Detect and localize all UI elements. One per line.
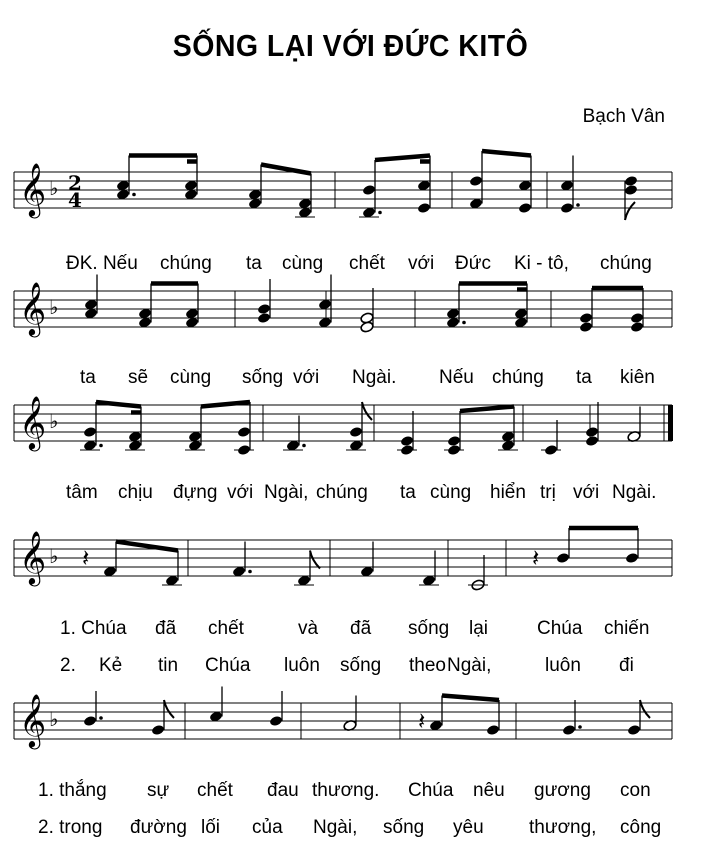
- note-head: [257, 312, 271, 324]
- note-head: [624, 175, 638, 187]
- lyric-syllable: Ngài.: [612, 482, 657, 503]
- lyric-syllable: chết: [208, 618, 244, 639]
- beam: [482, 151, 531, 156]
- lyric-syllable: với: [293, 367, 320, 388]
- lyric-syllable: chúng: [316, 482, 368, 503]
- lyric-syllable: đi: [619, 655, 634, 676]
- note-head: [469, 175, 483, 187]
- lyric-syllable: Ki - tô,: [514, 253, 569, 274]
- dot: [132, 193, 136, 197]
- lyric-syllable: ta: [400, 482, 416, 503]
- time-signature-bottom: 4: [68, 188, 82, 212]
- lyric-syllable: Chúa: [408, 780, 454, 801]
- lyric-syllable: Kẻ: [99, 655, 123, 676]
- flat-icon: ♭: [49, 409, 59, 433]
- treble-clef-icon: 𝄞: [19, 530, 47, 584]
- lyric-syllable: thương,: [529, 817, 597, 838]
- lyric-syllable: sự: [147, 780, 170, 801]
- beam: [442, 696, 499, 701]
- note-head: [447, 435, 461, 447]
- lyric-syllable: sống: [242, 367, 284, 388]
- lyric-syllable: Ngài,: [313, 817, 358, 838]
- lyric-syllable: kiên: [620, 367, 655, 388]
- lyric-syllable: đau: [267, 780, 299, 801]
- final-barline: [668, 405, 673, 441]
- lyric-syllable: nêu: [473, 780, 505, 801]
- lyric-syllable: lối: [201, 817, 221, 838]
- lyric-syllable: với: [227, 482, 254, 503]
- lyric-syllable: đã: [350, 618, 372, 639]
- lyric-syllable: chúng: [600, 253, 652, 274]
- flat-icon: ♭: [49, 707, 59, 731]
- lyric-syllable: hiển: [490, 482, 526, 503]
- lyric-syllable: tin: [158, 655, 179, 676]
- lyric-syllable: Ngài.: [352, 367, 397, 388]
- lyric-syllable: luôn: [545, 655, 581, 676]
- lyric-syllable: đường: [130, 817, 187, 838]
- quarter-rest-icon: 𝄽: [532, 544, 540, 572]
- lyric-syllable: ta: [246, 253, 262, 274]
- lyric-syllable: chịu: [118, 482, 153, 503]
- time-signature-top: 2: [68, 171, 82, 195]
- dot: [576, 203, 580, 207]
- lyric-syllable: ta: [80, 367, 96, 388]
- dot: [248, 570, 252, 574]
- lyric-syllable: thương.: [312, 780, 380, 801]
- lyric-syllable: chiến: [604, 618, 650, 639]
- flag: [625, 202, 635, 220]
- lyric-syllable: lại: [469, 618, 489, 639]
- lyric-syllable: ta: [576, 367, 592, 388]
- note-head: [624, 184, 638, 196]
- dot: [99, 444, 103, 448]
- note-head: [237, 426, 251, 438]
- flat-icon: ♭: [49, 176, 59, 200]
- note-head: [269, 715, 283, 727]
- note-head: [560, 202, 574, 214]
- lyric-syllable: chết: [197, 780, 233, 801]
- note-head: [360, 312, 374, 324]
- lyric-syllable: công: [620, 817, 662, 838]
- lyric-syllable: với: [408, 253, 435, 274]
- lyric-syllable: 1. thắng: [38, 780, 107, 801]
- dot: [99, 716, 103, 720]
- lyric-syllable: sống: [383, 817, 425, 838]
- lyric-syllable: đựng: [173, 482, 218, 503]
- flat-icon: ♭: [49, 295, 59, 319]
- note-head: [579, 321, 593, 333]
- note-head: [349, 426, 363, 438]
- composer: Bạch Vân: [582, 106, 665, 127]
- note-head: [400, 435, 414, 447]
- note-head: [556, 552, 570, 564]
- lyric-syllable: theo: [409, 655, 446, 676]
- lyric-syllable: 2.: [60, 655, 76, 676]
- lyric-syllable: và: [298, 618, 319, 639]
- dot: [462, 321, 466, 325]
- lyric-syllable: ĐK. Nếu: [66, 253, 138, 274]
- lyric-syllable: với: [573, 482, 600, 503]
- note-head: [625, 552, 639, 564]
- lyric-syllable: Ngài,: [447, 655, 492, 676]
- dot: [378, 211, 382, 215]
- song-title: SỐNG LẠI VỚI ĐỨC KITÔ: [172, 28, 529, 63]
- lyric-syllable: Đức: [455, 253, 491, 274]
- note-head: [630, 312, 644, 324]
- lyric-syllable: trị: [540, 482, 556, 503]
- lyric-syllable: chúng: [492, 367, 544, 388]
- lyric-syllable: đã: [155, 618, 177, 639]
- note-head: [585, 426, 599, 438]
- lyric-syllable: chúng: [160, 253, 212, 274]
- lyric-syllable: 2. trong: [38, 817, 103, 838]
- note-head: [151, 724, 165, 736]
- flag: [310, 551, 320, 569]
- lyric-syllable: gương: [534, 780, 591, 801]
- lyric-syllable: cùng: [282, 253, 324, 274]
- lyric-syllable: sống: [340, 655, 382, 676]
- note-head: [562, 724, 576, 736]
- treble-clef-icon: 𝄞: [19, 162, 47, 216]
- flat-icon: ♭: [49, 544, 59, 568]
- lyric-syllable: sẽ: [128, 367, 149, 388]
- note-head: [486, 724, 500, 736]
- lyric-syllable: sống: [408, 618, 450, 639]
- lyric-syllable: chết: [349, 253, 385, 274]
- lyric-syllable: Chúa: [537, 618, 583, 639]
- lyric-syllable: cùng: [430, 482, 472, 503]
- treble-clef-icon: 𝄞: [19, 693, 47, 747]
- lyric-syllable: Ngài,: [264, 482, 309, 503]
- note-head: [579, 312, 593, 324]
- note-head: [417, 202, 431, 214]
- lyric-syllable: Chúa: [205, 655, 251, 676]
- quarter-rest-icon: 𝄽: [82, 544, 90, 572]
- lyric-syllable: cùng: [170, 367, 212, 388]
- note-head: [585, 435, 599, 447]
- quarter-rest-icon: 𝄽: [418, 707, 426, 735]
- lyric-syllable: luôn: [284, 655, 320, 676]
- treble-clef-icon: 𝄞: [19, 281, 47, 335]
- note-head: [518, 202, 532, 214]
- dot: [302, 444, 306, 448]
- note-head: [630, 321, 644, 333]
- lyric-syllable: tâm: [66, 482, 98, 503]
- note-head: [83, 715, 97, 727]
- note-head: [627, 724, 641, 736]
- lyric-syllable: của: [252, 817, 283, 838]
- note-head: [257, 303, 271, 315]
- lyric-syllable: Nếu: [439, 367, 474, 388]
- note-head: [362, 184, 376, 196]
- lyric-syllable: con: [620, 780, 651, 801]
- treble-clef-icon: 𝄞: [19, 395, 47, 449]
- beam: [96, 402, 141, 407]
- lyric-syllable: 1. Chúa: [60, 618, 127, 639]
- lyric-syllable: yêu: [453, 817, 484, 838]
- beam: [201, 402, 250, 407]
- note-head: [83, 426, 97, 438]
- beam: [460, 407, 514, 412]
- dot: [578, 725, 582, 729]
